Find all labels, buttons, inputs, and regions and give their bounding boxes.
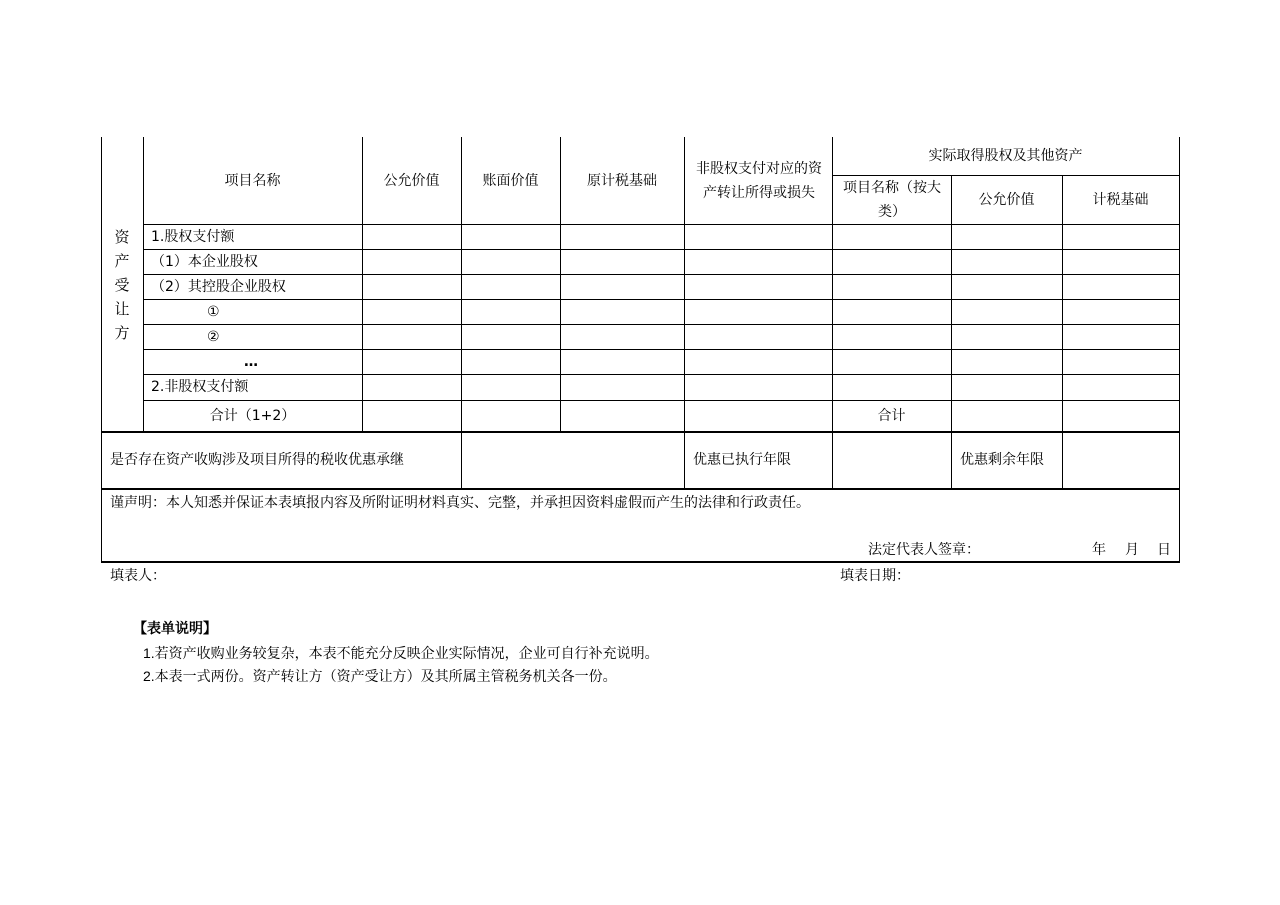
header-sub-tax-basis: 计税基础 <box>1092 191 1149 208</box>
filler-label: 填表人： <box>110 568 166 584</box>
grid-line <box>684 137 685 489</box>
header-sub-item-name: 项目名称（按大类） <box>843 179 941 220</box>
notes-title: 【表单说明】 <box>133 621 217 637</box>
remaining-years-label: 优惠剩余年限 <box>960 452 1044 468</box>
date-year: 年 <box>1092 542 1106 558</box>
row-non-equity-payment: 2.非股权支付额 <box>151 379 249 395</box>
legal-rep-signature-label: 法定代表人签章： <box>868 542 980 558</box>
section-label-char: 产 <box>114 252 130 270</box>
section-label-char: 受 <box>114 276 130 294</box>
grid-line <box>101 561 1180 563</box>
fill-date-label: 填表日期： <box>840 568 910 584</box>
header-original-tax-basis: 原计税基础 <box>587 172 657 189</box>
row-ellipsis: … <box>244 353 258 370</box>
row-equity-payment: 1.股权支付额 <box>151 228 235 245</box>
row-total-right: 合计 <box>877 407 906 424</box>
header-book-value: 账面价值 <box>482 172 539 189</box>
note-item: 1.若资产收购业务较复杂，本表不能充分反映企业实际情况，企业可自行补充说明。 <box>143 645 659 661</box>
row-sub-1: ① <box>207 303 220 320</box>
date-day: 日 <box>1157 542 1171 558</box>
grid-line <box>832 137 833 489</box>
section-label-char: 方 <box>114 324 130 342</box>
date-month: 月 <box>1125 542 1139 558</box>
row-sub-2: ② <box>207 328 220 345</box>
header-non-equity-gain-loss: 非股权支付对应的资产转让所得或损失 <box>696 160 822 201</box>
header-item-name: 项目名称 <box>224 172 281 189</box>
row-own-equity: （1）本企业股权 <box>151 253 258 270</box>
row-total: 合计（1+2） <box>209 407 296 424</box>
header-sub-fair-value: 公允价值 <box>978 191 1035 208</box>
row-controlled-equity: （2）其控股企业股权 <box>151 278 286 295</box>
table-border-right <box>1179 137 1180 562</box>
table-border-left <box>101 137 102 562</box>
header-actual-acquired-assets: 实际取得股权及其他资产 <box>928 148 1083 164</box>
declaration-text: 谨声明：本人知悉并保证本表填报内容及所附证明材料真实、完整，并承担因资料虚假而产生的法律和行政责任。 <box>110 495 810 511</box>
executed-years-label: 优惠已执行年限 <box>693 452 791 468</box>
note-item: 2.本表一式两份。资产转让方（资产受让方）及其所属主管税务机关各一份。 <box>143 668 617 684</box>
section-label-char: 让 <box>114 300 130 318</box>
header-fair-value: 公允价值 <box>383 172 440 189</box>
section-label-char: 资 <box>114 228 130 246</box>
section-label-asset-transferee <box>101 224 143 346</box>
commitment-question: 是否存在资产收购涉及项目所得的税收优惠承继 <box>110 452 404 468</box>
grid-line <box>101 488 1180 490</box>
